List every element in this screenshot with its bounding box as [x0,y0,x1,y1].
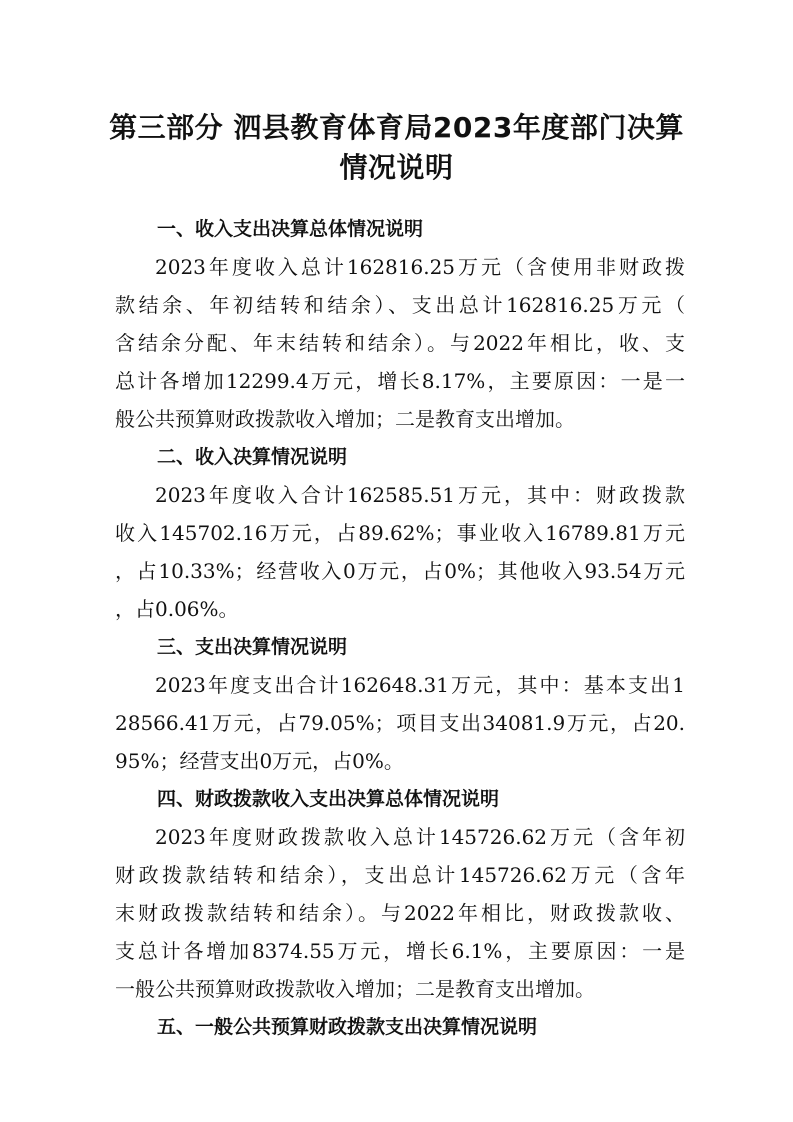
section-heading: 三、支出决算情况说明 [157,636,348,658]
paragraph-line: 总计各增加12299.4万元，增长8.17%，主要原因：一是一 [115,369,685,393]
section-1 [115,210,685,438]
document-body [115,210,685,1046]
paragraph-line: 收入145702.16万元，占89.62%；事业收入16789.81万元 [115,521,685,545]
paragraph-line: 95%；经营支出0万元，占0%。 [115,749,404,773]
section-3 [115,628,685,780]
paragraph-line: 2023年度收入合计162585.51万元，其中：财政拨款 [155,483,685,507]
paragraph-line: 2023年度支出合计162648.31万元，其中：基本支出1 [155,673,685,697]
section-paragraph [115,818,685,1008]
paragraph-line: 2023年度财政拨款收入总计145726.62万元（含年初 [155,825,685,849]
paragraph-line: 般公共预算财政拨款收入增加；二是教育支出增加。 [115,407,575,431]
paragraph-line: ，占0.06%。 [115,597,239,621]
paragraph-line: 末财政拨款结转和结余）。与2022年相比，财政拨款收、 [115,901,685,925]
section-4 [115,780,685,1008]
section-paragraph [115,666,685,780]
paragraph-line: 财政拨款结转和结余），支出总计145726.62万元（含年 [115,863,685,887]
section-heading: 五、一般公共预算财政拨款支出决算情况说明 [157,1016,538,1038]
paragraph-line: 28566.41万元，占79.05%；项目支出34081.9万元，占20. [115,711,685,735]
paragraph-line: 款结余、年初结转和结余）、支出总计162816.25万元（ [115,293,685,317]
section-5 [115,1008,685,1046]
paragraph-line: ，占10.33%；经营收入0万元，占0%；其他收入93.54万元 [115,559,685,583]
section-heading: 二、收入决算情况说明 [157,446,348,468]
paragraph-line: 一般公共预算财政拨款收入增加；二是教育支出增加。 [115,977,595,1001]
paragraph-line: 2023年度收入总计162816.25万元（含使用非财政拨 [155,255,685,279]
section-heading: 一、收入支出决算总体情况说明 [157,218,424,240]
section-heading: 四、财政拨款收入支出决算总体情况说明 [157,788,500,810]
section-paragraph [115,248,685,438]
title-line-1: 第三部分 泗县教育体育局2023年度部门决算 [109,111,684,144]
paragraph-line: 含结余分配、年末结转和结余）。与2022年相比，收、支 [115,331,685,355]
section-2 [115,438,685,628]
title-line-2: 情况说明 [339,151,454,184]
section-paragraph [115,476,685,628]
page-title [0,108,793,188]
paragraph-line: 支总计各增加8374.55万元，增长6.1%，主要原因：一是 [115,939,685,963]
